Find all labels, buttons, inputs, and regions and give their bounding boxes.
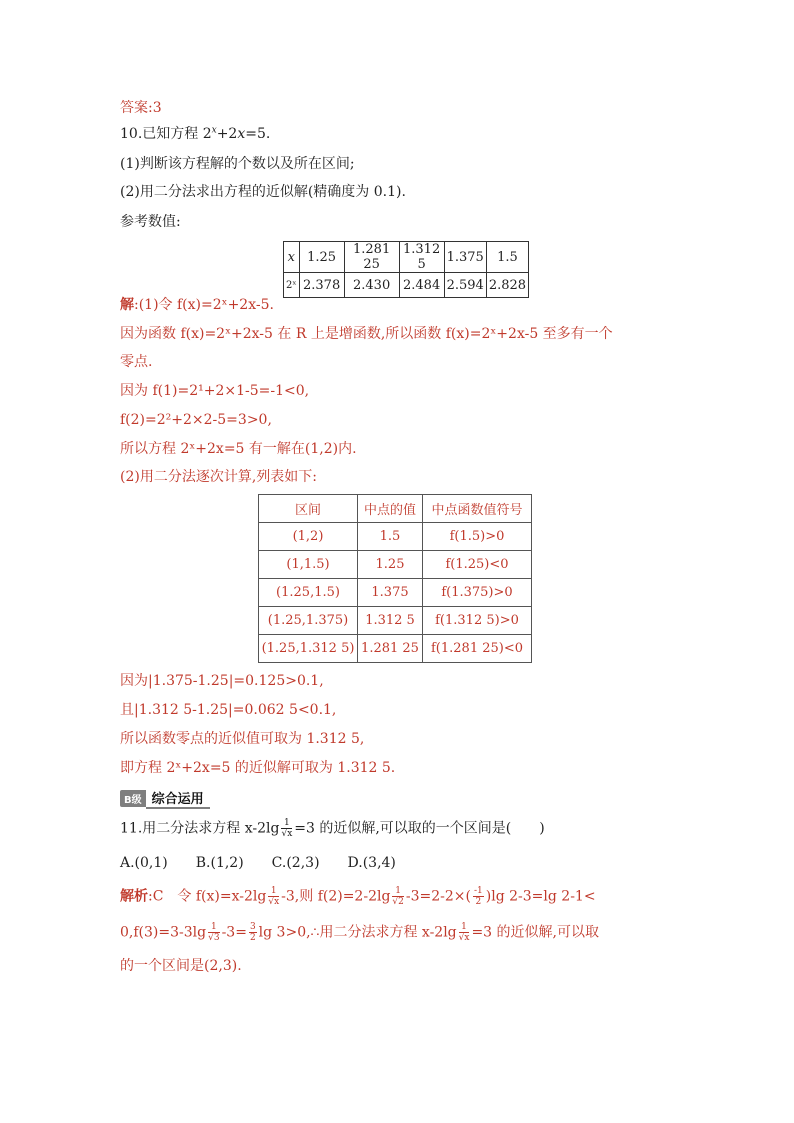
table-header-row <box>259 495 532 523</box>
table-cell: 1.281 25 <box>358 635 423 663</box>
table-cell: 1.312 5 <box>399 242 444 273</box>
sol11-line-3: 的一个区间是(2,3). <box>120 958 242 974</box>
sol11-text: )lg 2-3=lg 2-1< <box>485 888 596 905</box>
analysis-label: 解析 <box>120 888 148 905</box>
section-title: 综合运用 <box>146 788 210 809</box>
table-cell: (1.25,1.312 5) <box>259 635 358 663</box>
fraction <box>208 922 219 943</box>
table-cell: 1.312 5 <box>358 607 423 635</box>
q10-ref-label: 参考数值: <box>120 214 181 230</box>
q10-stem-var: x <box>237 126 246 142</box>
table-header: 区间 <box>259 495 358 523</box>
sol11-text: -3,则 f(2)=2-2lg <box>281 888 391 905</box>
table-cell: 2.378 <box>299 273 344 298</box>
fraction-numerator: 3 <box>249 922 256 932</box>
fraction-numerator: 1 <box>268 886 279 897</box>
q10-stem <box>120 124 270 144</box>
table-cell: 1.25 <box>299 242 344 273</box>
sol10-line-7: (2)用二分法逐次计算,列表如下: <box>120 469 317 485</box>
table-cell: 1.25 <box>358 551 423 579</box>
table-cell: (1,1.5) <box>259 551 358 579</box>
table-cell: 2.828 <box>486 273 528 298</box>
q10-part2: (2)用二分法求出方程的近似解(精确度为 0.1). <box>120 184 406 200</box>
sol10-line-9: 且|1.312 5-1.25|=0.062 5<0.1, <box>120 702 337 718</box>
reference-row-x <box>284 242 529 273</box>
sol11-text: 0,f(3)=3-3lg <box>120 924 207 941</box>
table-row <box>259 635 532 663</box>
fraction <box>268 886 279 907</box>
sol10-line-10: 所以函数零点的近似值可取为 1.312 5, <box>120 731 365 747</box>
sol10-line-5: f(2)=2²+2×2-5=3>0, <box>120 412 272 428</box>
sol11-text: lg 3>0,∴用二分法求方程 x-2lg <box>258 924 457 941</box>
sol11-line-2 <box>120 922 599 943</box>
table-cell: (1,2) <box>259 523 358 551</box>
fraction-numerator: 1 <box>208 922 219 933</box>
fraction <box>459 922 470 943</box>
table-cell: 2.430 <box>344 273 399 298</box>
fraction-numerator: -1 <box>474 886 483 896</box>
table-cell: (1.25,1.5) <box>259 579 358 607</box>
fraction <box>249 922 257 943</box>
fraction <box>281 818 292 839</box>
q10-stem-part: +2 <box>216 126 238 142</box>
table-cell: x <box>284 242 300 273</box>
table-cell: f(1.25)<0 <box>423 551 532 579</box>
fraction-numerator: 1 <box>392 886 403 897</box>
section-badge <box>120 790 210 807</box>
q11-stem-part: 11.用二分法求方程 x-2lg <box>120 820 280 837</box>
table-cell: 1.5 <box>358 523 423 551</box>
previous-answer: 答案:3 <box>120 100 162 116</box>
table-cell: 1.375 <box>444 242 486 273</box>
q11-options: A.(0,1) B.(1,2) C.(2,3) D.(3,4) <box>120 855 396 871</box>
reference-row-2x <box>284 273 529 298</box>
table-cell: f(1.312 5)>0 <box>423 607 532 635</box>
reference-table <box>283 241 529 298</box>
table-row <box>259 607 532 635</box>
q10-stem-part: =5. <box>245 126 271 142</box>
sol11-text: :C 令 f(x)=x-2lg <box>148 888 267 905</box>
sol10-line-8: 因为|1.375-1.25|=0.125>0.1, <box>120 673 324 689</box>
fraction-denominator: √x <box>268 897 280 907</box>
sol11-text: -3=2-2×( <box>405 888 471 905</box>
sol10-line-2: 因为函数 f(x)=2ˣ+2x-5 在 R 上是增函数,所以函数 f(x)=2ˣ+2x-5 至多有一个 <box>120 326 613 342</box>
table-row <box>259 551 532 579</box>
sol10-text: :(1)令 f(x)=2ˣ+2x-5. <box>134 297 274 313</box>
table-cell: f(1.5)>0 <box>423 523 532 551</box>
sol10-line-11: 即方程 2ˣ+2x=5 的近似解可取为 1.312 5. <box>120 760 396 776</box>
table-header: 中点函数值符号 <box>423 495 532 523</box>
q10-stem-part: 10.已知方程 2 <box>120 126 212 142</box>
fraction <box>392 886 403 907</box>
q11-stem-part: =3 的近似解,可以取的一个区间是( ) <box>294 820 545 837</box>
table-cell: f(1.281 25)<0 <box>423 635 532 663</box>
sol10-line-4: 因为 f(1)=2¹+2×1-5=-1<0, <box>120 383 310 399</box>
fraction-numerator: 1 <box>281 818 292 829</box>
q11-stem <box>120 818 545 839</box>
fraction-denominator: √3 <box>208 933 220 943</box>
table-cell: 1.281 25 <box>344 242 399 273</box>
sol11-text: =3 的近似解,可以取 <box>471 924 599 941</box>
table-cell: f(1.375)>0 <box>423 579 532 607</box>
fraction-denominator: √x <box>458 933 470 943</box>
fraction-denominator: 2 <box>249 933 256 943</box>
sol11-text: -3= <box>221 924 247 941</box>
fraction-denominator: √x <box>281 829 293 839</box>
table-row <box>259 523 532 551</box>
table-cell: 2ˣ <box>284 273 300 298</box>
section-level: B级 <box>120 790 146 807</box>
sol10-line-6: 所以方程 2ˣ+2x=5 有一解在(1,2)内. <box>120 441 357 457</box>
q10-stem-exponent: x <box>211 125 217 136</box>
fraction-denominator: 2 <box>475 897 482 907</box>
sol10-line-1 <box>120 295 274 315</box>
table-cell: 1.5 <box>486 242 528 273</box>
q10-part1: (1)判断该方程解的个数以及所在区间; <box>120 156 355 172</box>
table-row <box>259 579 532 607</box>
bisection-table <box>258 494 532 663</box>
table-cell: 1.375 <box>358 579 423 607</box>
fraction-numerator: 1 <box>459 922 470 933</box>
sol11-line-1 <box>120 886 596 907</box>
fraction <box>473 886 484 907</box>
table-header: 中点的值 <box>358 495 423 523</box>
table-cell: 2.484 <box>399 273 444 298</box>
table-cell: (1.25,1.375) <box>259 607 358 635</box>
solution-label: 解 <box>120 297 134 313</box>
fraction-denominator: √2 <box>392 897 404 907</box>
table-cell: 2.594 <box>444 273 486 298</box>
sol10-line-3: 零点. <box>120 354 153 370</box>
